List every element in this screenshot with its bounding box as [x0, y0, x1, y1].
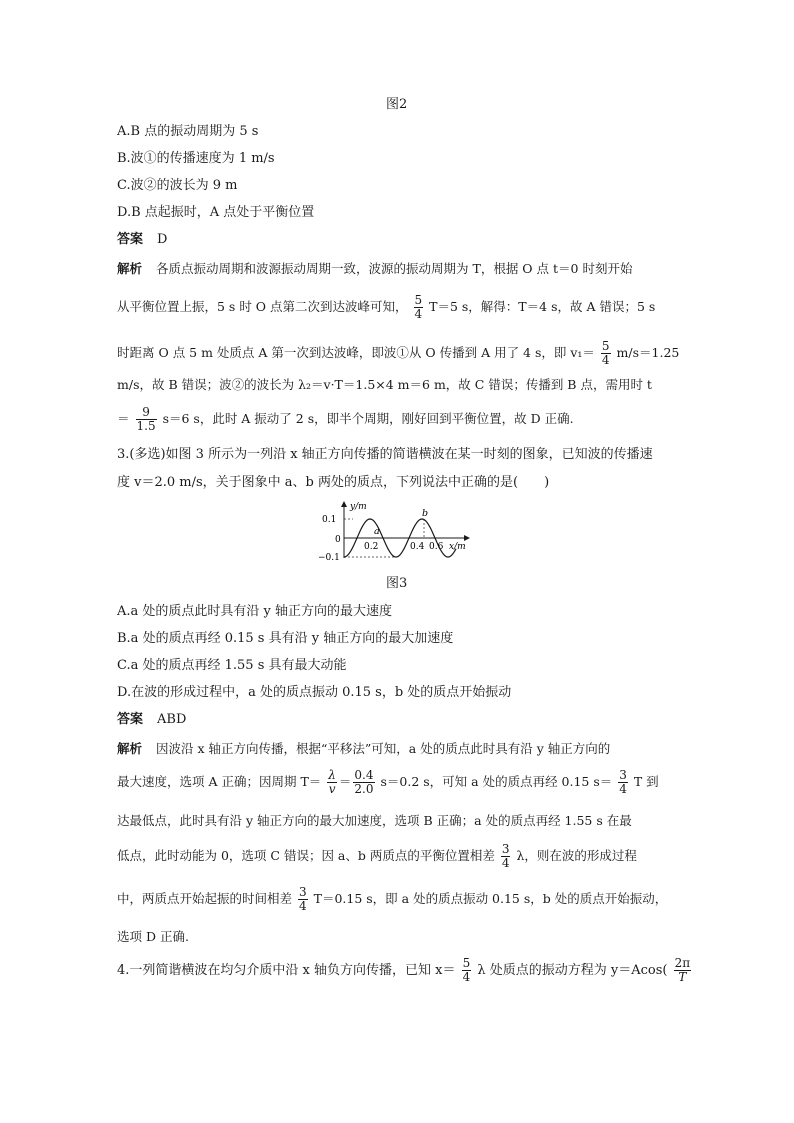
- q3-option-d: D.在波的形成过程中，a 处的质点振动 0.15 s，b 处的质点开始振动: [117, 685, 512, 700]
- answer-value: ABD: [157, 712, 187, 727]
- fraction-denominator: 4: [601, 353, 610, 367]
- analysis-text: 时距离 O 点 5 m 处质点 A 第一次到达波峰，即波①从 O 传播到 A 用了 4 s，即 v₁＝: [117, 345, 595, 360]
- y-axis-label: y/m: [350, 502, 367, 512]
- point-a-label: a: [374, 526, 380, 537]
- fraction-numerator: 2π: [674, 956, 691, 970]
- q3-analysis-line-6: 选项 D 正确.: [117, 929, 189, 944]
- q2-option-c: C.波②的波长为 9 m: [117, 178, 238, 193]
- analysis-text: 中，两质点开始起振的时间相差: [117, 891, 293, 906]
- analysis-text: 最大速度，选项 A 正确；因周期 T＝: [117, 774, 322, 789]
- fraction: [136, 406, 157, 433]
- fraction-numerator: 3: [299, 885, 307, 899]
- q3-stem-line-1: 3.(多选)如图 3 所示为一列沿 x 轴正方向传播的简谐横波在某一时刻的图象，已知波的传播速: [117, 447, 653, 462]
- q4-stem: [117, 955, 693, 987]
- analysis-text: m/s＝1.25: [616, 345, 680, 360]
- analysis-text: s＝6 s，此时 A 振动了 2 s，即半个周期，刚好回到平衡位置，故 D 正确.: [162, 411, 574, 426]
- analysis-text: λ，则在波的形成过程: [516, 848, 637, 863]
- x-axis-label: x/m: [449, 542, 466, 552]
- analysis-text: 因波沿 x 轴正方向传播，根据“平移法”可知，a 处的质点此时具有沿 y 轴正方向的: [156, 741, 611, 756]
- fraction-denominator: 4: [299, 899, 307, 913]
- fraction-denominator: 4: [414, 307, 423, 321]
- y-tick-0: 0: [335, 535, 341, 545]
- fraction: [618, 769, 628, 796]
- x-tick-0-6: 0.6: [429, 542, 444, 552]
- fraction: [601, 340, 611, 367]
- analysis-text: T 到: [633, 774, 659, 789]
- answer-value: D: [157, 232, 168, 247]
- fraction-denominator: 4: [462, 970, 471, 984]
- fraction-numerator: 9: [136, 406, 157, 420]
- x-tick-0-4: 0.4: [410, 542, 425, 552]
- q3-analysis-line-4: [117, 841, 637, 871]
- q3-option-b: B.a 处的质点再经 0.15 s 具有沿 y 轴正方向的最大加速度: [117, 631, 454, 646]
- analysis-text: ＝: [117, 411, 130, 426]
- analysis-text: T＝5 s，解得：T＝4 s，故 A 错误；5 s: [429, 299, 656, 314]
- point-b-label: b: [422, 508, 429, 519]
- fraction-numerator: 0.4: [354, 768, 374, 782]
- stem-text: 4.一列简谐横波在均匀介质中沿 x 轴负方向传播，已知 x＝: [117, 963, 456, 978]
- q3-option-a: A.a 处的质点此时具有沿 y 轴正方向的最大速度: [117, 604, 393, 619]
- q2-analysis-line-2: [117, 292, 655, 322]
- q2-analysis-line-3: [117, 338, 679, 368]
- fraction: [501, 843, 511, 870]
- fraction-numerator: λ: [328, 768, 336, 782]
- y-axis-arrow: [341, 501, 347, 507]
- answer-label: 答案: [117, 712, 144, 727]
- q3-analysis-line-2: [117, 767, 659, 797]
- fraction: [462, 957, 472, 984]
- analysis-text: T＝0.15 s，即 a 处的质点振动 0.15 s，b 处的质点开始振动，: [313, 891, 668, 906]
- analysis-label: 解析: [117, 741, 143, 756]
- analysis-text: 各质点振动周期和波源振动周期一致，波源的振动周期为 T，根据 O 点 t＝0 时刻开始: [156, 261, 633, 276]
- fraction-denominator: 4: [619, 782, 627, 796]
- wave-graph-figure-3: [318, 500, 478, 566]
- q2-analysis-line-4: m/s，故 B 错误；波②的波长为 λ₂＝v·T＝1.5×4 m＝6 m，故 C 错误；传播到 B 点，需用时 t: [117, 377, 652, 392]
- x-tick-0-2: 0.2: [364, 542, 379, 552]
- fraction: [327, 769, 337, 796]
- q3-analysis-line-5: [117, 884, 667, 914]
- stem-text: λ 处质点的振动方程为 y＝Acos(: [477, 963, 668, 978]
- analysis-text: s＝0.2 s，可知 a 处的质点再经 0.15 s＝: [380, 774, 613, 789]
- analysis-text: 低点，此时动能为 0，选项 C 错误；因 a、b 两质点的平衡位置相差: [117, 848, 495, 863]
- y-tick-neg-0-1: −0.1: [318, 553, 340, 563]
- fraction-denominator: T: [678, 970, 687, 984]
- figure-3-caption: 图3: [386, 576, 408, 591]
- q3-option-c: C.a 处的质点再经 1.55 s 具有最大动能: [117, 658, 347, 673]
- analysis-text: ＝: [338, 774, 352, 789]
- q2-analysis-line-5: [117, 404, 574, 434]
- fraction-numerator: 3: [501, 842, 510, 856]
- fraction-denominator: v: [328, 782, 336, 796]
- fraction: [298, 886, 308, 913]
- fraction: [414, 294, 424, 321]
- q3-stem-line-2: 度 v＝2.0 m/s，关于图象中 a、b 两处的质点，下列说法中正确的是( ): [117, 475, 550, 490]
- q3-analysis-line-1: [117, 740, 610, 758]
- q3-analysis-line-3: 达最低点，此时具有沿 y 轴正方向的最大加速度，选项 B 正确；a 处的质点再经 1.55 s 在最: [117, 813, 632, 828]
- q2-analysis-line-1: [117, 260, 632, 278]
- x-axis-arrow: [464, 535, 470, 541]
- fraction-denominator: 2.0: [354, 782, 374, 796]
- fraction-numerator: 5: [414, 293, 423, 307]
- fraction-denominator: 4: [501, 856, 510, 870]
- q2-answer: [117, 231, 167, 249]
- answer-label: 答案: [117, 232, 144, 247]
- analysis-label: 解析: [117, 261, 143, 276]
- analysis-text: 从平衡位置上振，5 s 时 O 点第二次到达波峰可知，: [117, 299, 408, 314]
- fraction: [353, 769, 374, 796]
- q2-option-a: A.B 点的振动周期为 5 s: [117, 124, 259, 139]
- fraction-denominator: 1.5: [136, 419, 156, 433]
- y-tick-0-1: 0.1: [322, 515, 337, 525]
- q3-answer: [117, 711, 186, 729]
- q2-option-d: D.B 点起振时，A 点处于平衡位置: [117, 205, 315, 220]
- fraction: [674, 957, 692, 984]
- q2-option-b: B.波①的传播速度为 1 m/s: [117, 151, 275, 166]
- fraction-numerator: 5: [462, 956, 471, 970]
- fraction-numerator: 5: [601, 339, 610, 353]
- fraction-numerator: 3: [619, 768, 627, 782]
- figure-2-caption: 图2: [386, 97, 408, 112]
